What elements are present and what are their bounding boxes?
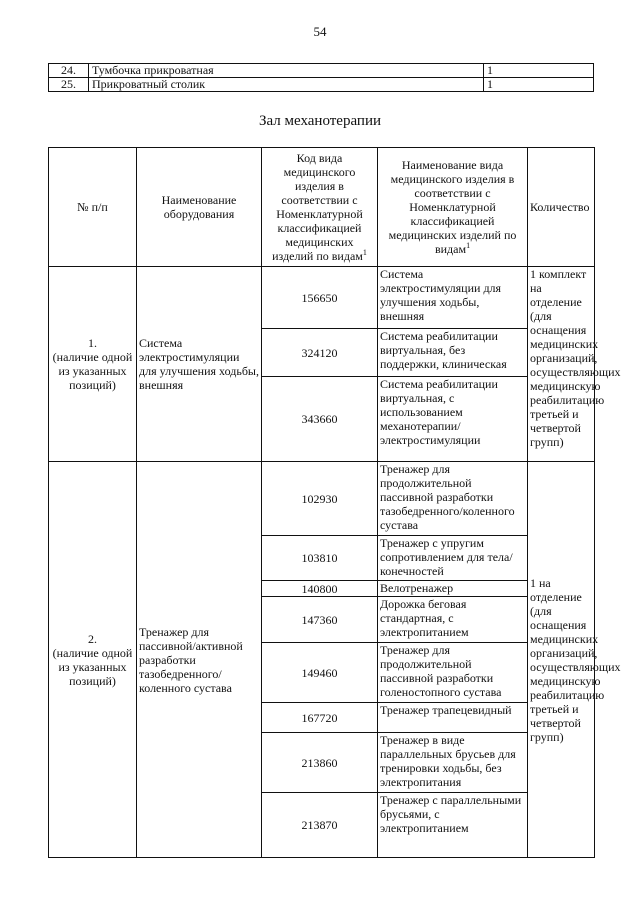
group-number: 2. (наличие одной из указанных позиций) bbox=[49, 462, 137, 858]
name-cell: Тренажер трапецевидный bbox=[378, 703, 528, 733]
code-cell: 343660 bbox=[262, 377, 378, 462]
code-cell: 140800 bbox=[262, 581, 378, 597]
header-row bbox=[49, 148, 595, 267]
name-cell: Система электростимуляции для улучшения ходьбы, внешняя bbox=[378, 267, 528, 329]
name-cell: Система реабилитации виртуальная, без поддержки, клиническая bbox=[378, 329, 528, 377]
header-name: Наименование вида медицинского изделия в соответствии с Номенклатурной классификацией медицинских изделий по видам$^1$ bbox=[378, 148, 528, 267]
row-number: 24. bbox=[49, 64, 89, 78]
name-cell: Система реабилитации виртуальная, с использованием механотерапии/ электростимуляции bbox=[378, 377, 528, 462]
section-title: Зал механотерапии bbox=[258, 113, 382, 129]
name-cell: Тренажер с параллельными брусьями, с электропитанием bbox=[378, 793, 528, 858]
table-row bbox=[49, 78, 594, 92]
header-quantity: Количество bbox=[528, 148, 595, 267]
code-cell: 324120 bbox=[262, 329, 378, 377]
group-quantity: 1 на отделение (для оснащения медицинских организаций, осуществляющих медицинскую реабилитацию третьей и четвертой групп) bbox=[528, 462, 595, 858]
table-row bbox=[49, 462, 595, 536]
code-cell: 156650 bbox=[262, 267, 378, 329]
code-cell: 213860 bbox=[262, 733, 378, 793]
group-equipment: Система электростимуляции для улучшения ходьбы, внешняя bbox=[137, 267, 262, 462]
page-number: 54 bbox=[313, 24, 327, 39]
table-row bbox=[49, 64, 594, 78]
code-cell: 147360 bbox=[262, 597, 378, 643]
row-name: Тумбочка прикроватная bbox=[89, 64, 484, 78]
name-cell: Велотренажер bbox=[378, 581, 528, 597]
name-cell: Дорожка беговая стандартная, с электропитанием bbox=[378, 597, 528, 643]
header-num: № п/п bbox=[49, 148, 137, 267]
code-cell: 149460 bbox=[262, 643, 378, 703]
name-cell: Тренажер в виде параллельных брусьев для тренировки ходьбы, без электропитания bbox=[378, 733, 528, 793]
group-quantity: 1 комплект на отделение (для оснащения медицинских организаций, осуществляющих медицинскую реабилитацию третьей и четвертой групп) bbox=[528, 267, 595, 462]
header-equipment: Наименование оборудования bbox=[137, 148, 262, 267]
row-number: 25. bbox=[49, 78, 89, 92]
name-cell: Тренажер с упругим сопротивлением для тела/конечностей bbox=[378, 536, 528, 581]
code-cell: 102930 bbox=[262, 462, 378, 536]
name-cell: Тренажер для продолжительной пассивной разработки тазобедренного/коленного сустава bbox=[378, 462, 528, 536]
equipment-table bbox=[48, 147, 621, 858]
name-cell: Тренажер для продолжительной пассивной разработки голеностопного сустава bbox=[378, 643, 528, 703]
group-number: 1. (наличие одной из указанных позиций) bbox=[49, 267, 137, 462]
code-cell: 213870 bbox=[262, 793, 378, 858]
code-cell: 167720 bbox=[262, 703, 378, 733]
group-equipment: Тренажер для пассивной/активной разработки тазобедренного/ коленного сустава bbox=[137, 462, 262, 858]
row-quantity: 1 bbox=[484, 78, 594, 92]
row-quantity: 1 bbox=[484, 64, 594, 78]
row-name: Прикроватный столик bbox=[89, 78, 484, 92]
code-cell: 103810 bbox=[262, 536, 378, 581]
table-row bbox=[49, 267, 595, 329]
top-table bbox=[48, 63, 594, 92]
header-code: Код вида медицинского изделия в соответствии с Номенклатурной классификацией медицинских изделий по видам$^1$ bbox=[262, 148, 378, 267]
